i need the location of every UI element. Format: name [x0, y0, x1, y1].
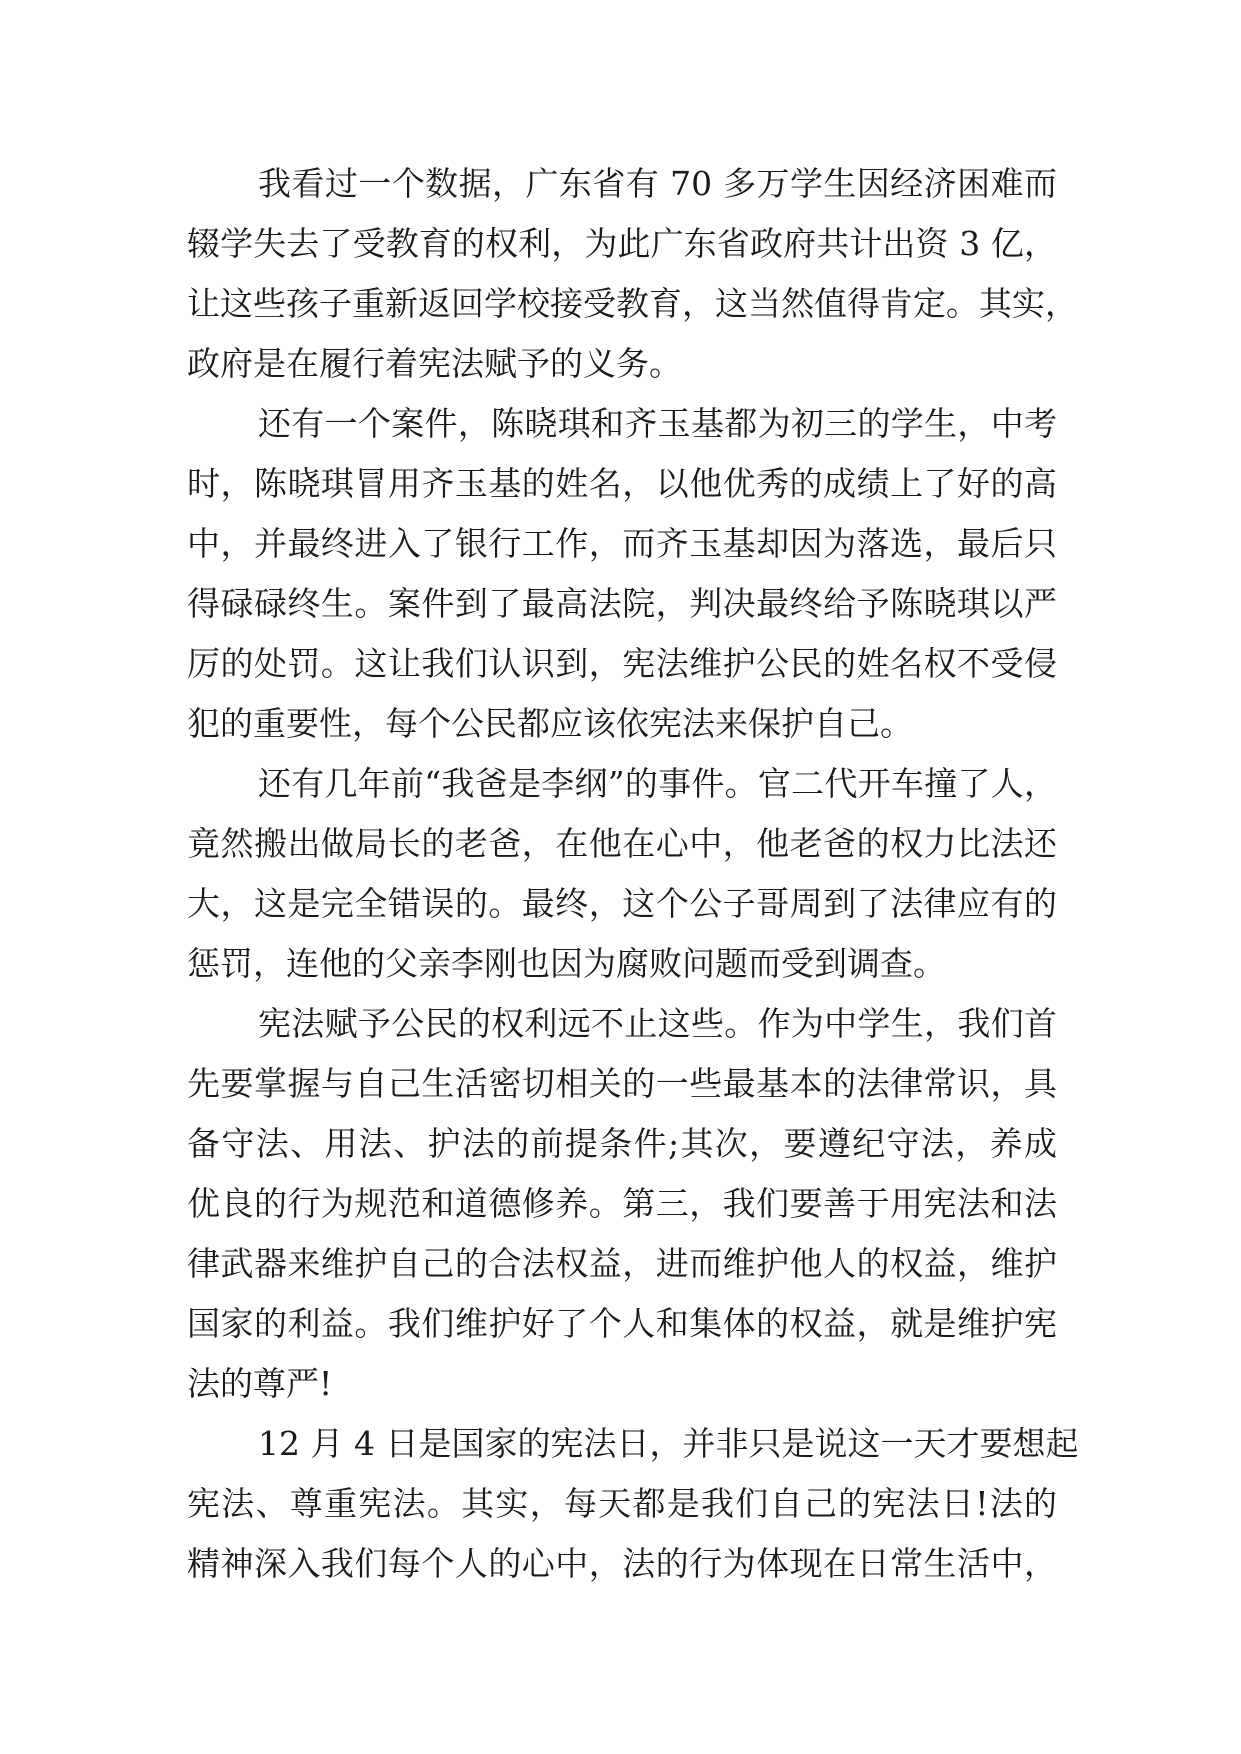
text-line: 我看过一个数据，广东省有 70 多万学生因经济困难而: [258, 164, 1057, 203]
text-line: 时，陈晓琪冒用齐玉基的姓名，以他优秀的成绩上了好的高: [187, 464, 1057, 503]
body-text: [187, 154, 1079, 1594]
text-line: 备守法、用法、护法的前提条件;其次，要遵纪守法，养成: [187, 1124, 1057, 1163]
text-line: 还有一个案件，陈晓琪和齐玉基都为初三的学生，中考: [258, 404, 1057, 443]
text-line: 惩罚，连他的父亲李刚也因为腐败问题而受到调查。: [187, 944, 946, 983]
text-line: 还有几年前“我爸是李纲”的事件。官二代开车撞了人，: [258, 764, 1057, 803]
text-line: 得碌碌终生。案件到了最高法院，判决最终给予陈晓琪以严: [187, 584, 1057, 623]
text-line: 大，这是完全错误的。最终，这个公子哥周到了法律应有的: [187, 884, 1057, 923]
text-line: 犯的重要性，每个公民都应该依宪法来保护自己。: [187, 704, 913, 743]
text-line: 厉的处罚。这让我们认识到，宪法维护公民的姓名权不受侵: [187, 644, 1057, 683]
text-line: 法的尊严!: [187, 1364, 333, 1403]
text-line: 宪法赋予公民的权利远不止这些。作为中学生，我们首: [258, 1004, 1057, 1043]
text-line: 竟然搬出做局长的老爸，在他在心中，他老爸的权力比法还: [187, 824, 1057, 863]
text-line: 中，并最终进入了银行工作，而齐玉基却因为落选，最后只: [187, 524, 1057, 563]
text-line: 先要掌握与自己生活密切相关的一些最基本的法律常识，具: [187, 1064, 1057, 1103]
text-line: 让这些孩子重新返回学校接受教育，这当然值得肯定。其实，: [187, 284, 1078, 323]
text-line: 律武器来维护自己的合法权益，进而维护他人的权益，维护: [187, 1244, 1057, 1283]
text-line: 宪法、尊重宪法。其实，每天都是我们自己的宪法日!法的: [187, 1484, 1057, 1523]
text-line: 优良的行为规范和道德修养。第三，我们要善于用宪法和法: [187, 1184, 1057, 1223]
text-line: 12 月 4 日是国家的宪法日，并非只是说这一天才要想起: [258, 1424, 1079, 1463]
text-line: 辍学失去了受教育的权利，为此广东省政府共计出资 3 亿，: [187, 224, 1057, 263]
text-line: 国家的利益。我们维护好了个人和集体的权益，就是维护宪: [187, 1304, 1057, 1343]
text-line: 政府是在履行着宪法赋予的义务。: [187, 344, 682, 383]
text-line: 精神深入我们每个人的心中，法的行为体现在日常生活中，: [187, 1544, 1057, 1583]
